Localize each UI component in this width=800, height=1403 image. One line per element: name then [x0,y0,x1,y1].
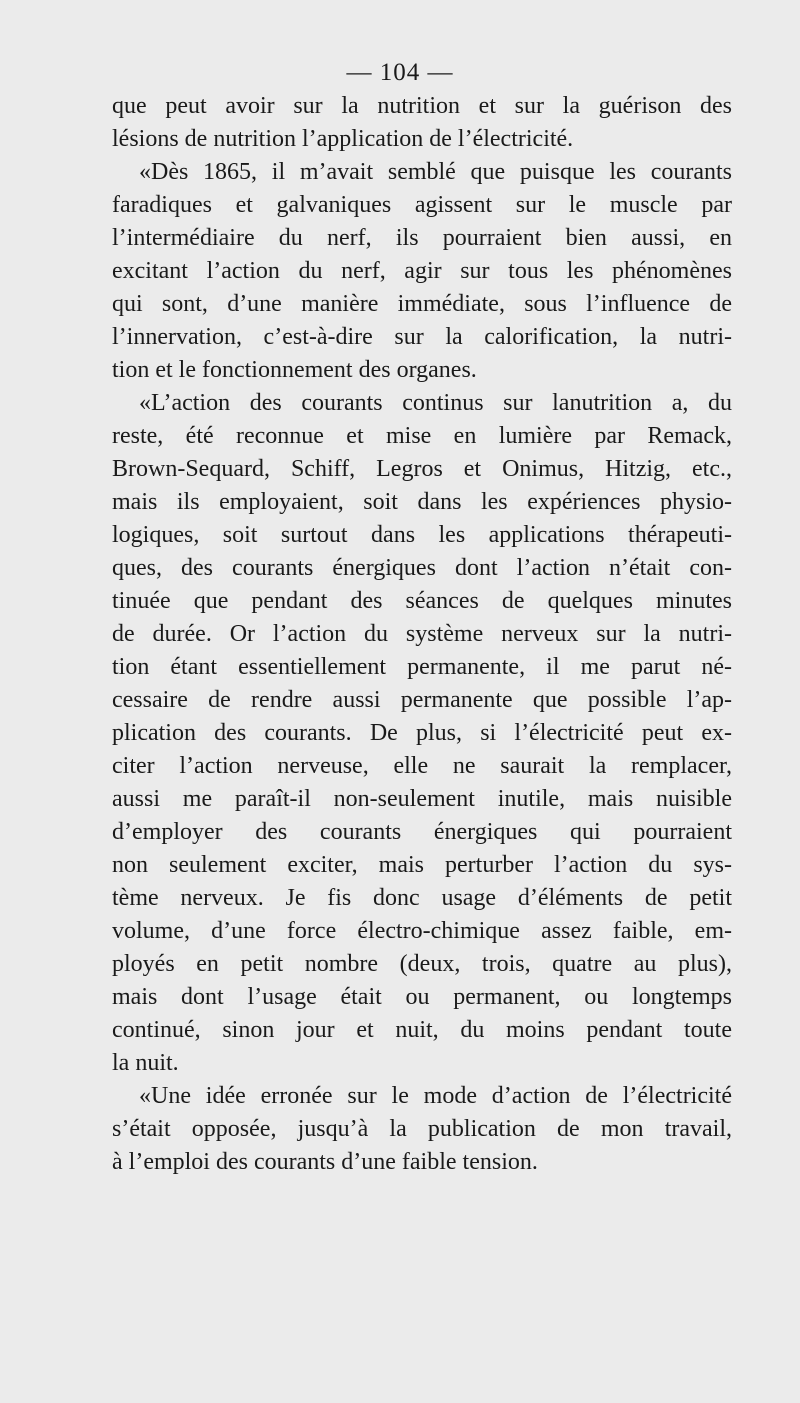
text-line: citer l’action nerveuse, elle ne saurait la remplacer, [112,753,732,779]
text-line: logiques, soit surtout dans les applications thérapeuti- [112,522,732,548]
text-line: de durée. Or l’action du système nerveux sur la nutri- [112,621,732,647]
text-line: l’intermédiaire du nerf, ils pourraient bien aussi, en [112,225,732,251]
text-line: à l’emploi des courants d’une faible tension. [112,1149,538,1175]
text-line: mais ils employaient, soit dans les expériences physio- [112,489,732,515]
paragraph-start-line: «L’action des courants continus sur lanutrition a, du [139,390,732,416]
text-line: qui sont, d’une manière immédiate, sous l’influence de [112,291,732,317]
paragraph-start-line: «Dès 1865, il m’avait semblé que puisque les courants [139,159,732,185]
text-line: lésions de nutrition l’application de l’électricité. [112,126,574,152]
text-line: l’innervation, c’est-à-dire sur la calorification, la nutri- [112,324,732,350]
text-line: tème nerveux. Je fis donc usage d’éléments de petit [112,885,732,911]
text-line: ques, des courants énergiques dont l’action n’était con- [112,555,732,581]
text-line: s’était opposée, jusqu’à la publication de mon travail, [112,1116,732,1142]
text-line: cessaire de rendre aussi permanente que possible l’ap- [112,687,732,713]
text-line: tion étant essentiellement permanente, il me parut né- [112,654,732,680]
text-line: plication des courants. De plus, si l’électricité peut ex- [112,720,732,746]
text-line: tinuée que pendant des séances de quelques minutes [112,588,732,614]
page-number: — 104 — [346,59,454,86]
text-line: Brown-Sequard, Schiff, Legros et Onimus, Hitzig, etc., [112,456,732,482]
text-line: d’employer des courants énergiques qui pourraient [112,819,732,845]
text-line: volume, d’une force électro-chimique assez faible, em- [112,918,732,944]
text-line: continué, sinon jour et nuit, du moins pendant toute [112,1017,732,1043]
text-line: reste, été reconnue et mise en lumière par Remack, [112,423,732,449]
text-line: que peut avoir sur la nutrition et sur la guérison des [112,93,732,119]
text-line: aussi me paraît-il non-seulement inutile, mais nuisible [112,786,732,812]
text-line: mais dont l’usage était ou permanent, ou longtemps [112,984,732,1010]
text-line: ployés en petit nombre (deux, trois, quatre au plus), [112,951,732,977]
paragraph-start-line: «Une idée erronée sur le mode d’action de l’électricité [139,1083,732,1109]
text-line: tion et le fonctionnement des organes. [112,357,477,383]
body-text [112,90,732,1179]
text-line: excitant l’action du nerf, agir sur tous les phénomènes [112,258,732,284]
text-line: faradiques et galvaniques agissent sur le muscle par [112,192,732,218]
text-line: non seulement exciter, mais perturber l’action du sys- [112,852,732,878]
text-line: la nuit. [112,1050,179,1076]
